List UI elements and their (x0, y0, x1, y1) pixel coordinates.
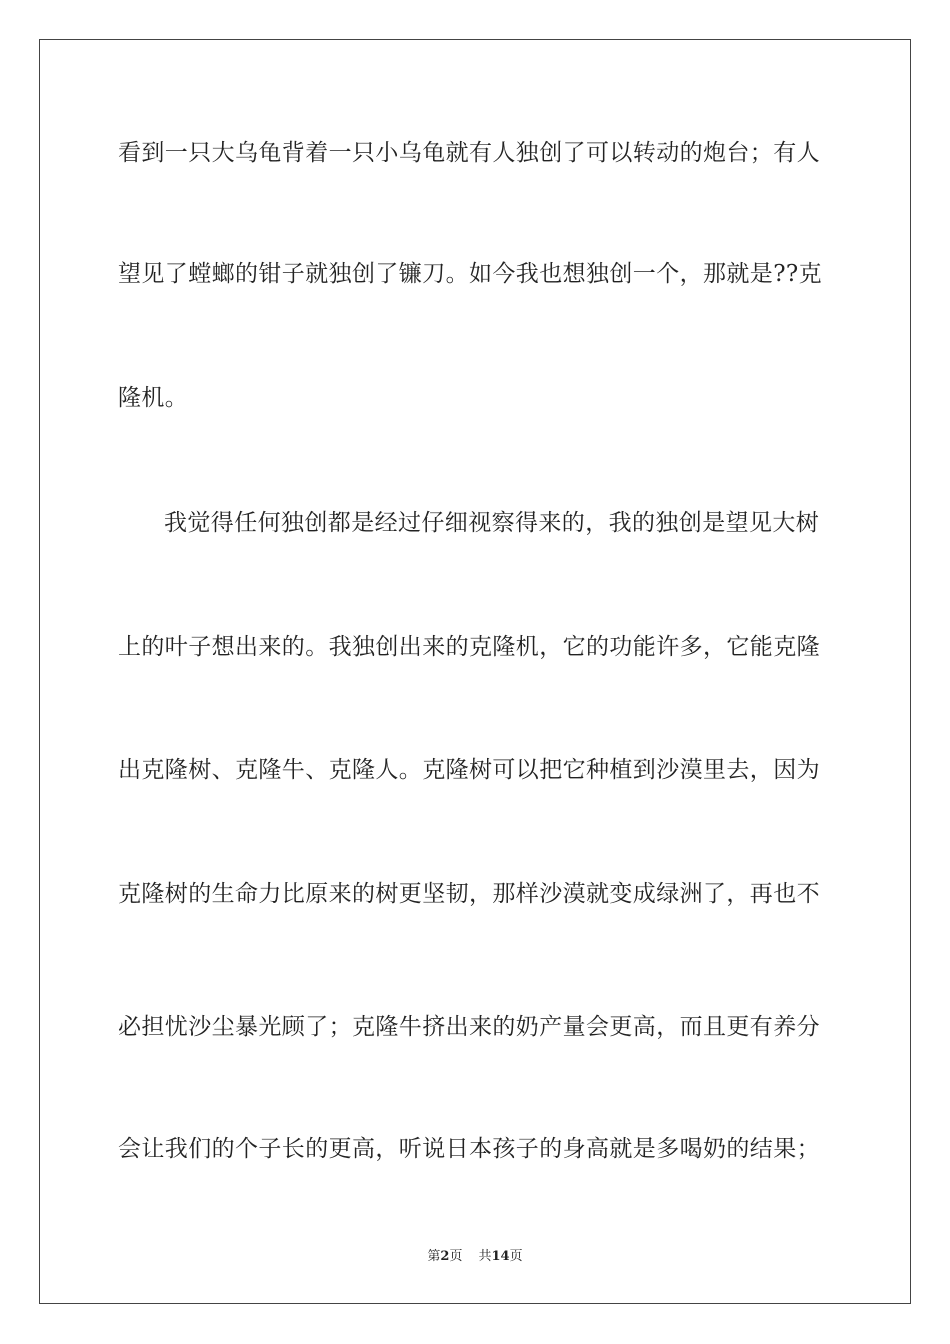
text-line: 出克隆树、克隆牛、克隆人。克隆树可以把它种植到沙漠里去，因为 (118, 757, 820, 783)
page-footer (0, 1248, 950, 1266)
text-line: 看到一只大乌龟背着一只小乌龟就有人独创了可以转动的炮台；有人 (118, 140, 820, 166)
text-line: 会让我们的个子长的更高，听说日本孩子的身高就是多喝奶的结果； (118, 1136, 820, 1162)
text-line: 克隆树的生命力比原来的树更坚韧，那样沙漠就变成绿洲了，再也不 (118, 881, 820, 907)
page-number: 2 (440, 1249, 450, 1264)
text-line: 必担忧沙尘暴光顾了；克隆牛挤出来的奶产量会更高，而且更有养分 (118, 1014, 820, 1040)
page-border (39, 39, 911, 1304)
paragraph-first-line: 我觉得任何独创都是经过仔细视察得来的，我的独创是望见大树 (164, 510, 820, 536)
page-suffix: 页 (449, 1249, 463, 1264)
total-prefix: 共 (478, 1249, 492, 1264)
total-suffix: 页 (509, 1249, 523, 1264)
text-line: 望见了螳螂的钳子就独创了镰刀。如今我也想独创一个，那就是??克 (118, 261, 823, 287)
text-line: 隆机。 (118, 385, 189, 411)
text-line: 上的叶子想出来的。我独创出来的克隆机，它的功能许多，它能克隆 (118, 634, 820, 660)
page-prefix: 第 (427, 1249, 441, 1264)
total-pages: 14 (491, 1249, 510, 1264)
